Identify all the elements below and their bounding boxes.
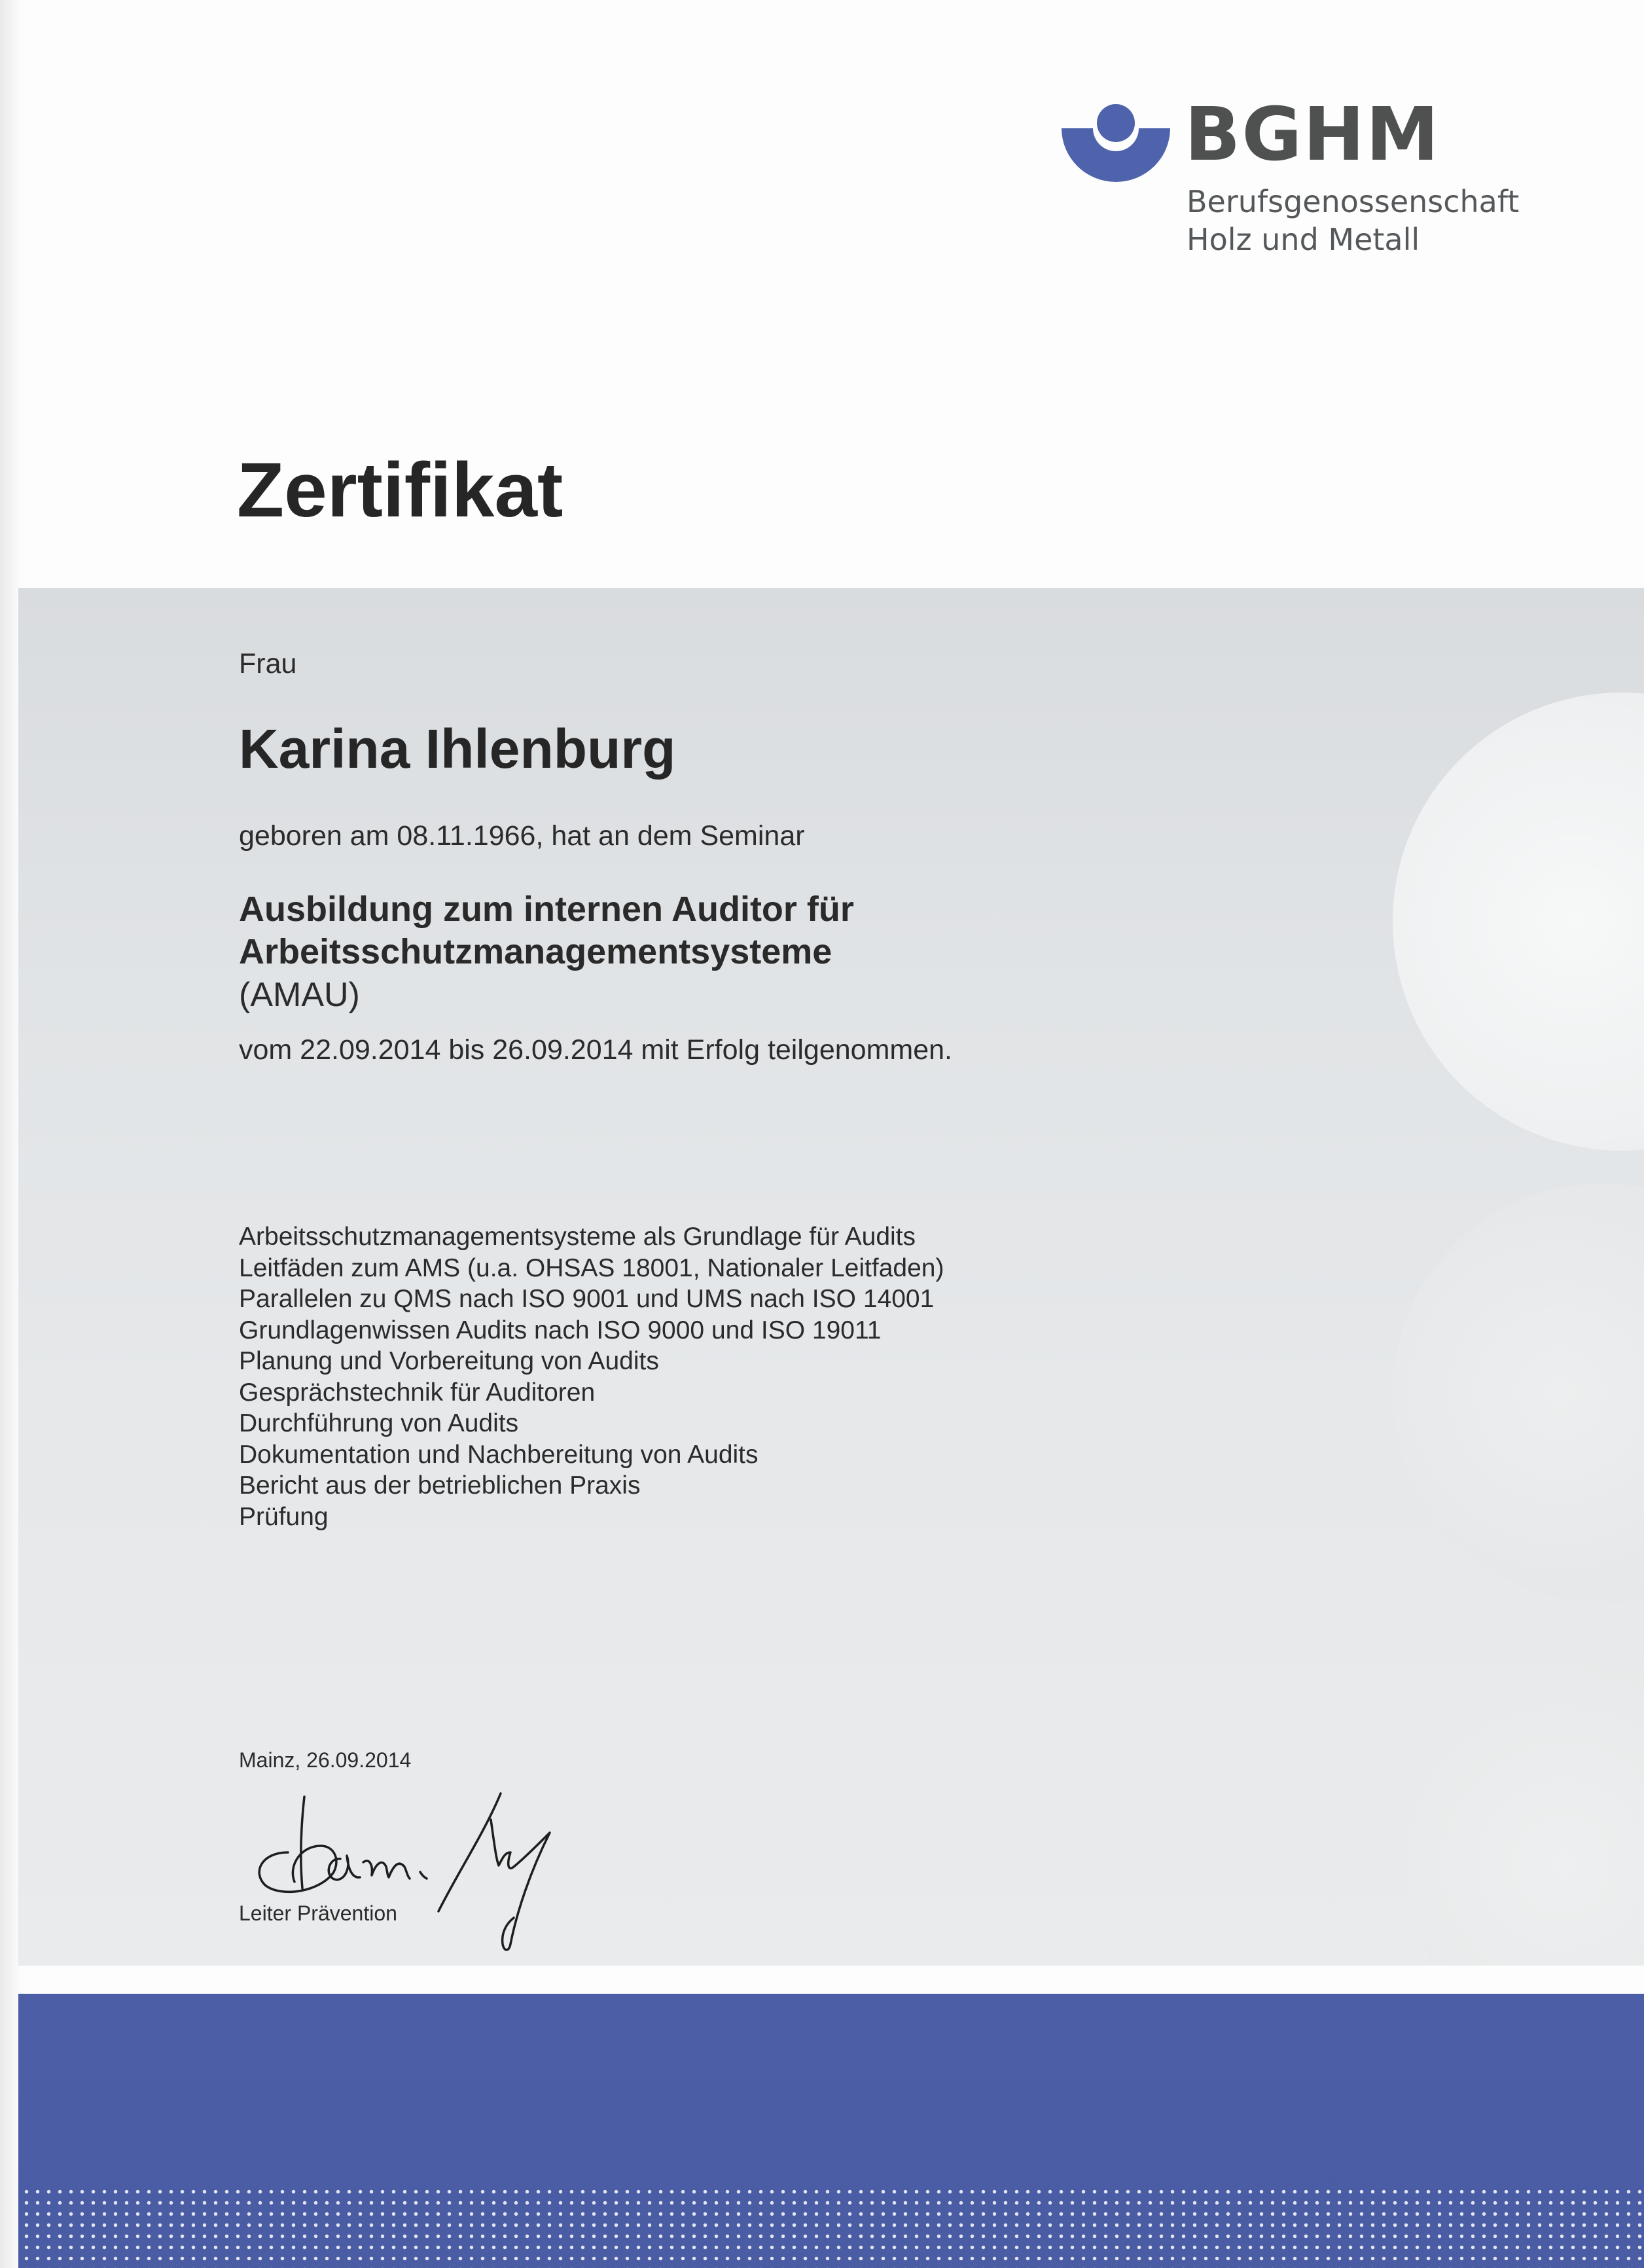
- topic-item: Prüfung: [239, 1502, 329, 1531]
- topic-item: Leitfäden zum AMS (u.a. OHSAS 18001, Nationaler Leitfaden): [239, 1253, 944, 1282]
- topic-list: [239, 1221, 944, 1532]
- signatory-role: Leiter Prävention: [239, 1901, 397, 1925]
- decorative-circle: [1393, 693, 1644, 1151]
- topic-item: Bericht aus der betrieblichen Praxis: [239, 1471, 641, 1500]
- handwritten-signature: [242, 1780, 596, 1957]
- certificate-title: Zertifikat: [237, 447, 563, 533]
- decorative-circle: [1393, 1183, 1644, 1602]
- birth-line: geboren am 08.11.1966, hat an dem Seminar: [239, 820, 805, 852]
- topic-item: Grundlagenwissen Audits nach ISO 9000 und ISO 19011: [239, 1316, 882, 1344]
- place-date: Mainz, 26.09.2014: [239, 1748, 412, 1772]
- logo-name-line1: Berufsgenossenschaft: [1187, 184, 1520, 219]
- recipient-name: Karina Ihlenburg: [239, 718, 676, 780]
- topic-item: Parallelen zu QMS nach ISO 9001 und UMS nach ISO 14001: [239, 1285, 935, 1313]
- seminar-dates-line: vom 22.09.2014 bis 26.09.2014 mit Erfolg teilgenommen.: [239, 1034, 952, 1066]
- seminar-title-line1: Ausbildung zum internen Auditor für: [239, 890, 854, 929]
- seminar-title-line2: Arbeitsschutzmanagementsysteme: [239, 932, 832, 971]
- decorative-circle: [1406, 1668, 1644, 1966]
- topic-item: Arbeitsschutzmanagementsysteme als Grundlage für Audits: [239, 1223, 916, 1251]
- bghm-logo-mark-icon: [1060, 103, 1171, 182]
- topic-item: Durchführung von Audits: [239, 1409, 519, 1437]
- topic-item: Dokumentation und Nachbereitung von Audits: [239, 1440, 759, 1469]
- blue-footer-band: [18, 1994, 1644, 2268]
- dot-pattern: [18, 2184, 1644, 2268]
- logo-name-line2: Holz und Metall: [1187, 222, 1420, 257]
- logo-abbreviation: BGHM: [1185, 92, 1440, 177]
- topic-item: Gesprächstechnik für Auditoren: [239, 1378, 596, 1407]
- bghm-logo: [1060, 92, 1597, 268]
- scan-edge-shadow: [0, 0, 20, 2268]
- seminar-abbreviation: (AMAU): [239, 976, 360, 1014]
- topic-item: Planung und Vorbereitung von Audits: [239, 1347, 659, 1375]
- salutation: Frau: [239, 648, 297, 679]
